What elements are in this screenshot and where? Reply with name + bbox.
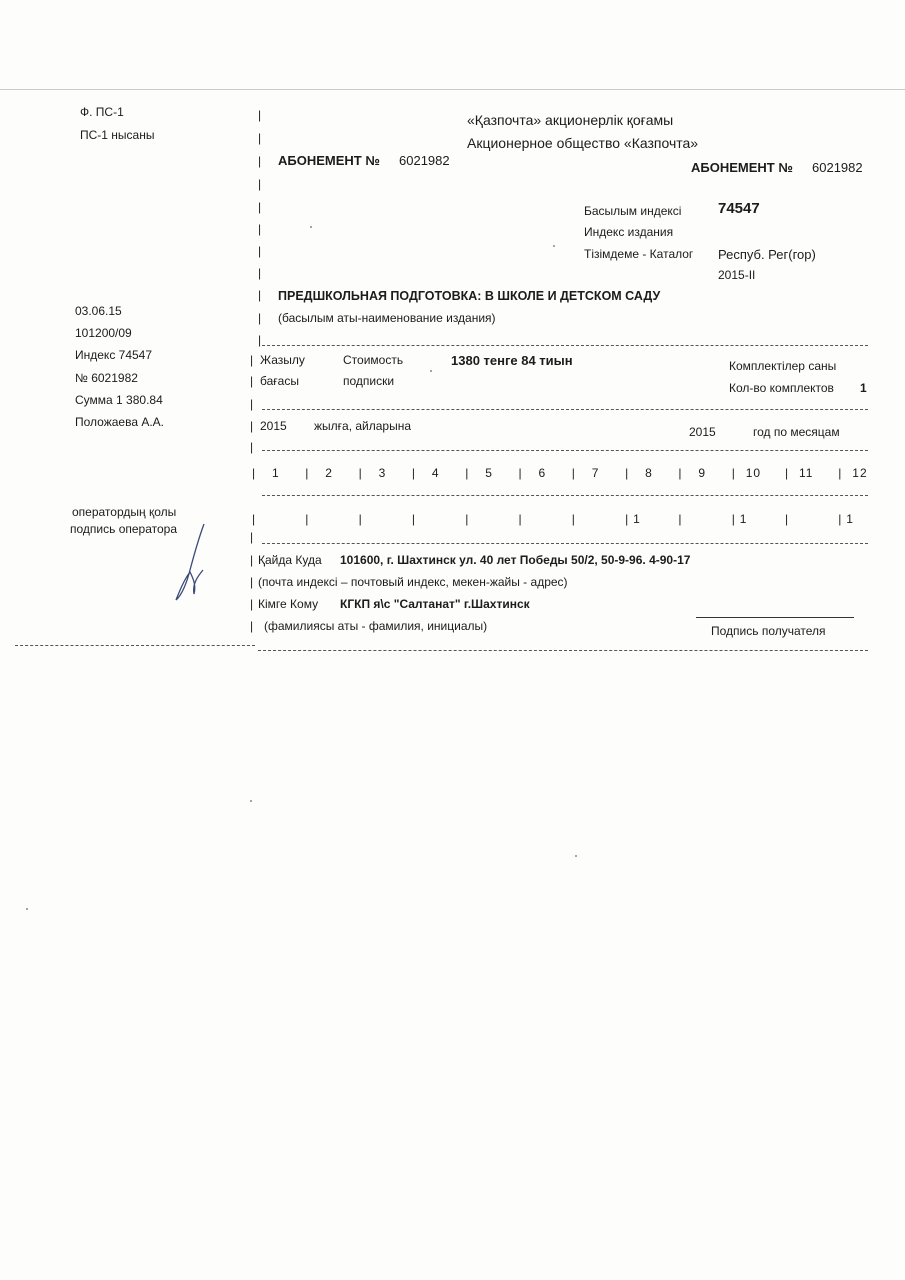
form-code: Ф. ПС-1 <box>80 105 124 119</box>
operator-label-kz: оператордың қолы <box>72 505 177 519</box>
publication-title-caption: (басылым аты-наименование издания) <box>278 311 496 325</box>
sets-label-ru: Кол-во комплектов <box>729 381 834 395</box>
sets-label-kz: Комплектілер саны <box>729 359 837 373</box>
month-separator: | <box>838 466 842 480</box>
abonement-label-left: АБОНЕМЕНТ № <box>278 153 380 168</box>
mark-separator: | <box>838 512 842 526</box>
month-separator: | <box>358 466 362 480</box>
scan-speck <box>553 245 555 247</box>
bottom-separator-line <box>258 650 868 651</box>
catalog-label: Тізімдеме - Каталог <box>584 247 694 261</box>
perforation-bar: | <box>250 619 254 633</box>
stub-index: Индекс 74547 <box>75 348 153 362</box>
abonement-label-right: АБОНЕМЕНТ № <box>691 160 793 175</box>
mark-separator: | <box>625 512 629 526</box>
sets-value: 1 <box>860 381 867 395</box>
stub-bottom-separator <box>15 645 255 646</box>
month-separator: | <box>305 466 309 480</box>
perforation-bar: | <box>258 333 262 347</box>
month-cell: 9 <box>698 466 707 480</box>
price-value: 1380 тенге 84 тиын <box>451 353 573 368</box>
perforation-bar: | <box>258 311 262 325</box>
name-caption: (фамилиясы аты - фамилия, инициалы) <box>264 619 488 633</box>
separator-line <box>262 495 868 496</box>
perforation-bar: | <box>250 553 254 567</box>
abonement-number-right: 6021982 <box>812 160 863 175</box>
month-cell: 7 <box>591 466 600 480</box>
scan-speck <box>310 226 312 228</box>
mark-separator: | <box>411 512 416 526</box>
perforation-bar: | <box>258 108 262 122</box>
price-label-kz-2: бағасы <box>260 374 299 388</box>
catalog-value: Респуб. Рег(гор) <box>718 247 816 262</box>
subscription-period: 2015-II <box>718 268 756 282</box>
mark-separator: | <box>358 512 362 526</box>
scan-speck <box>575 855 577 857</box>
scan-speck <box>26 908 28 910</box>
org-name-ru: Акционерное общество «Казпочта» <box>467 135 699 151</box>
separator-line <box>262 345 868 346</box>
month-separator: | <box>465 466 469 480</box>
stub-name: Положаева А.А. <box>75 415 165 429</box>
index-label-kz: Басылым индексі <box>584 204 682 218</box>
mark-separator: | <box>678 512 682 526</box>
org-name-kz: «Қазпочта» акционерлік қоғамы <box>467 112 674 128</box>
perforation-bar: | <box>250 575 254 589</box>
perforation-bar: | <box>250 597 254 611</box>
year-left: 2015 <box>260 419 287 433</box>
perforation-bar: | <box>250 374 254 388</box>
month-cell: 10 <box>745 466 762 480</box>
form-name: ПС-1 нысаны <box>80 128 155 142</box>
price-label-ru-1: Стоимость <box>343 353 404 367</box>
perforation-bar: | <box>258 266 262 280</box>
address-caption: (почта индексі – почтовый индекс, мекен-жайы - адрес) <box>258 575 568 589</box>
scan-speck <box>250 800 252 802</box>
month-separator: | <box>785 466 789 480</box>
recipient-signature-line <box>696 617 854 618</box>
month-cell: 11 <box>799 466 814 480</box>
month-cell: 5 <box>485 466 493 480</box>
perforation-bar: | <box>258 154 262 168</box>
month-mark: 1 <box>846 512 854 526</box>
recipient-signature-label: Подпись получателя <box>711 624 826 638</box>
month-cell: 1 <box>272 466 280 480</box>
perforation-bar: | <box>250 530 254 544</box>
month-mark: 1 <box>739 512 748 526</box>
separator-line <box>262 543 868 544</box>
mark-separator: | <box>252 512 256 526</box>
recipient-label: Кімге Кому <box>258 597 319 611</box>
mark-separator: | <box>785 512 789 526</box>
perforation-bar: | <box>258 222 262 236</box>
month-separator: | <box>731 466 735 480</box>
year-right: 2015 <box>689 425 716 439</box>
recipient-value: КГКП я\с "Салтанат" г.Шахтинск <box>340 597 530 611</box>
separator-line <box>262 450 868 451</box>
month-separator: | <box>518 466 522 480</box>
address-label: Қайда Куда <box>258 553 322 567</box>
top-edge-line <box>0 89 905 90</box>
stub-code: 101200/09 <box>75 326 132 340</box>
scan-speck <box>430 370 432 372</box>
operator-signature <box>168 520 213 605</box>
months-label-ru: год по месяцам <box>753 425 840 439</box>
perforation-bar: | <box>250 440 254 454</box>
stub-number: № 6021982 <box>75 371 138 385</box>
month-cell: 8 <box>645 466 653 480</box>
month-cell: 4 <box>431 466 440 480</box>
abonement-number-left: 6021982 <box>399 153 450 168</box>
perforation-bar: | <box>258 244 262 258</box>
months-label-kz: жылға, айларына <box>314 419 412 433</box>
perforation-bar: | <box>250 397 254 411</box>
month-separator: | <box>252 466 256 480</box>
mark-separator: | <box>571 512 575 526</box>
mark-separator: | <box>305 512 309 526</box>
month-mark: 1 <box>633 512 641 526</box>
perforation-bar: | <box>258 131 262 145</box>
month-separator: | <box>411 466 416 480</box>
publication-title: ПРЕДШКОЛЬНАЯ ПОДГОТОВКА: В ШКОЛЕ И ДЕТСКОМ САДУ <box>278 289 661 303</box>
month-cell: 2 <box>325 466 333 480</box>
month-cell: 6 <box>538 466 547 480</box>
separator-line <box>262 409 868 410</box>
operator-label-ru: подпись оператора <box>70 522 178 536</box>
price-label-kz-1: Жазылу <box>260 353 305 367</box>
perforation-bar: | <box>250 419 254 433</box>
stub-sum: Сумма 1 380.84 <box>75 393 163 407</box>
index-value: 74547 <box>718 200 760 217</box>
mark-separator: | <box>731 512 735 526</box>
month-separator: | <box>625 466 629 480</box>
price-label-ru-2: подписки <box>343 374 395 388</box>
month-separator: | <box>571 466 575 480</box>
perforation-bar: | <box>258 177 262 191</box>
stub-date: 03.06.15 <box>75 304 122 318</box>
month-separator: | <box>678 466 682 480</box>
index-label-ru: Индекс издания <box>584 225 674 239</box>
address-value: 101600, г. Шахтинск ул. 40 лет Победы 50/2, 50-9-96. 4-90-17 <box>340 553 691 567</box>
perforation-bar: | <box>258 288 262 302</box>
mark-separator: | <box>518 512 522 526</box>
perforation-bar: | <box>250 353 254 367</box>
month-cell: 12 <box>852 466 868 480</box>
month-cell: 3 <box>378 466 387 480</box>
perforation-bar: | <box>258 200 262 214</box>
mark-separator: | <box>465 512 469 526</box>
